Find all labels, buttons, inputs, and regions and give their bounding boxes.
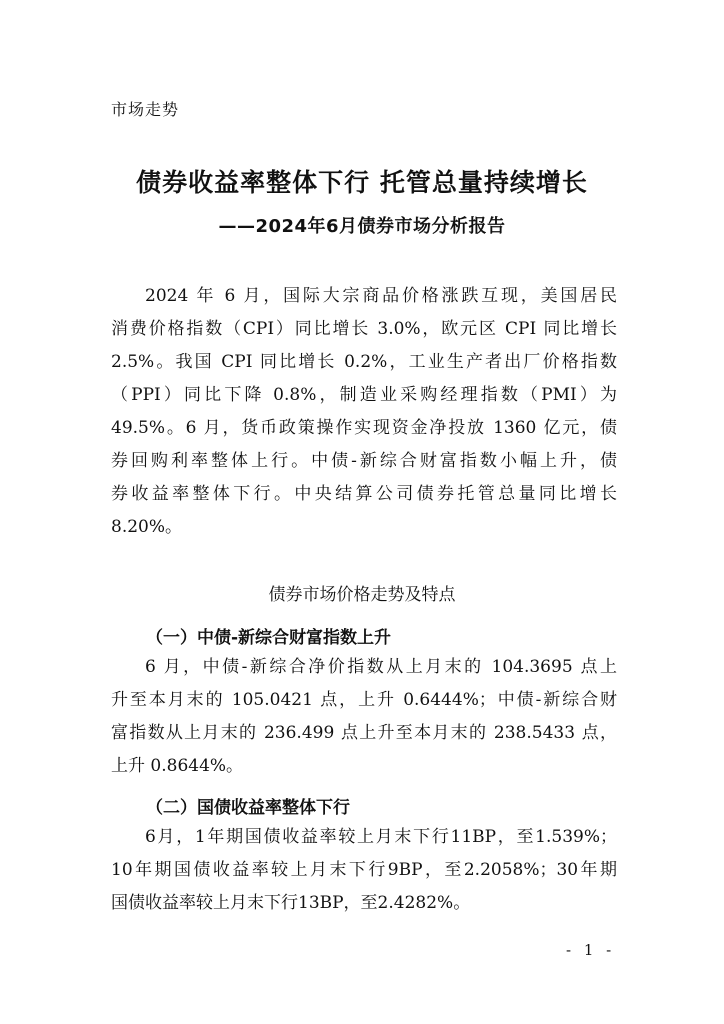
paragraph-line: 6月，1年期国债收益率较上月末下行11BP，至1.539%； bbox=[145, 827, 617, 847]
paragraph-line: 10年期国债收益率较上月末下行9BP，至2.2058%；30年期 bbox=[111, 860, 617, 880]
summary-line: 2024 年 6 月，国际大宗商品价格涨跌互现，美国居民 bbox=[145, 286, 617, 306]
section-heading: 债券市场价格走势及特点 bbox=[268, 585, 456, 605]
summary-line: 券收益率整体下行。中央结算公司债券托管总量同比增长 bbox=[111, 484, 617, 504]
paragraph-line: 6 月，中债-新综合净价指数从上月末的 104.3695 点上 bbox=[145, 657, 617, 677]
subsection-heading: （一）中债-新综合财富指数上升 bbox=[146, 628, 392, 648]
subsection-heading: （二）国债收益率整体下行 bbox=[146, 798, 350, 818]
paragraph-line: 富指数从上月末的 236.499 点上升至本月末的 238.5433 点， bbox=[111, 723, 617, 743]
page-number: - 1 - bbox=[566, 941, 616, 959]
summary-line: 券回购利率整体上行。中债-新综合财富指数小幅上升，债 bbox=[111, 451, 617, 471]
paragraph-line: 升至本月末的 105.0421 点，上升 0.6444%；中债-新综合财 bbox=[111, 690, 617, 710]
summary-line: 8.20%。 bbox=[111, 517, 183, 537]
paragraph-line: 上升 0.8644%。 bbox=[111, 756, 244, 776]
report-subtitle: ——2024年6月债券市场分析报告 bbox=[218, 216, 506, 237]
category-label: 市场走势 bbox=[111, 100, 180, 119]
summary-line: 2.5%。我国 CPI 同比增长 0.2%，工业生产者出厂价格指数 bbox=[111, 352, 617, 372]
summary-line: 49.5%。6 月，货币政策操作实现资金净投放 1360 亿元，债 bbox=[111, 418, 617, 438]
report-title: 债券收益率整体下行 托管总量持续增长 bbox=[136, 168, 588, 197]
summary-line: 消费价格指数（CPI）同比增长 3.0%，欧元区 CPI 同比增长 bbox=[111, 319, 617, 339]
summary-line: （PPI）同比下降 0.8%，制造业采购经理指数（PMI）为 bbox=[111, 385, 617, 405]
paragraph-line: 国债收益率较上月末下行13BP，至2.4282%。 bbox=[111, 893, 471, 913]
